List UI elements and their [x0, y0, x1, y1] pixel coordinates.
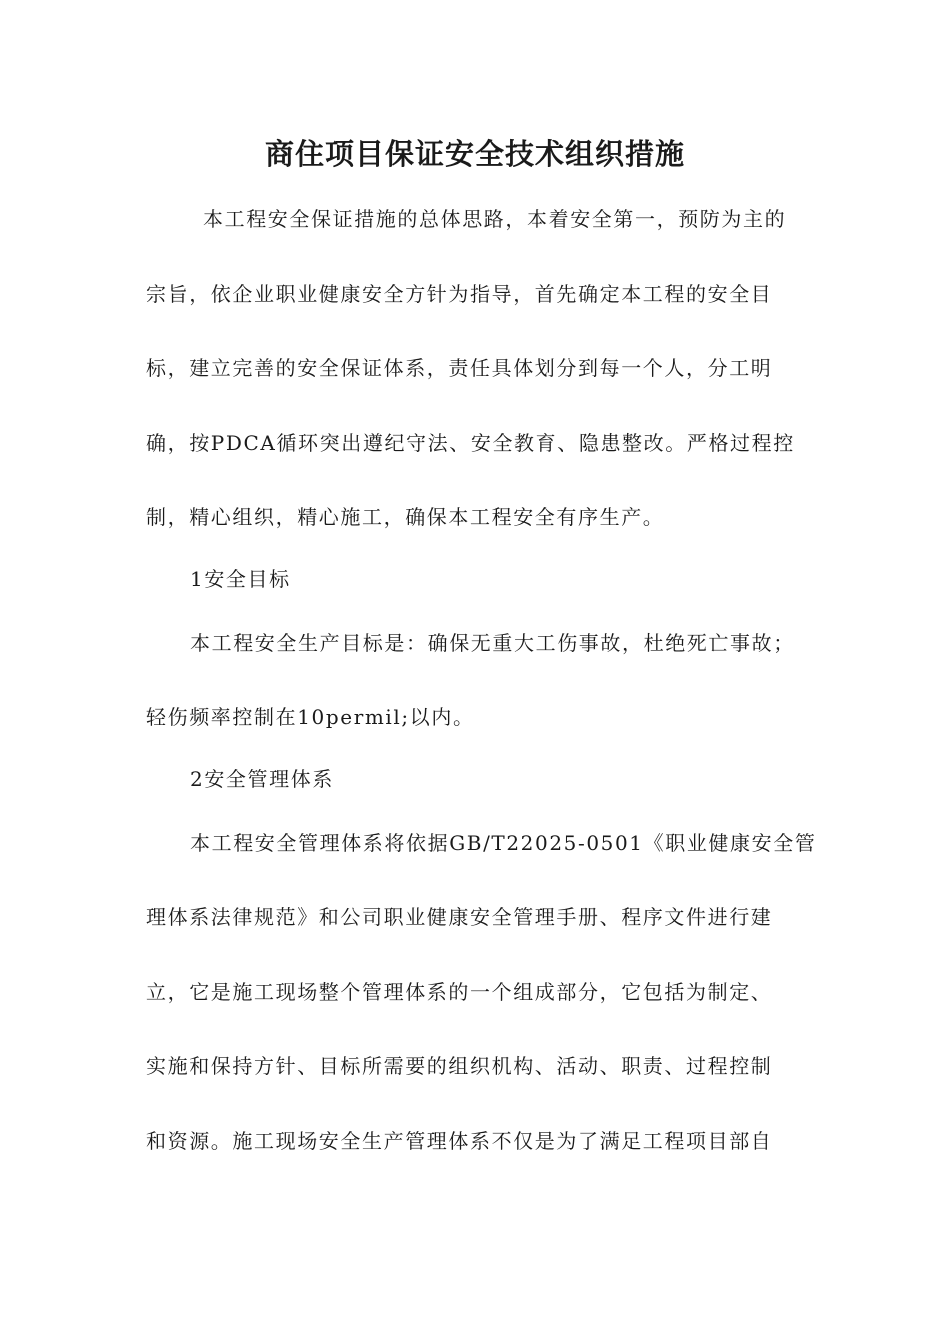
document-title: 商住项目保证安全技术组织措施 — [264, 137, 685, 171]
paragraph-line: 本工程安全生产目标是：确保无重大工伤事故，杜绝死亡事故； — [190, 631, 795, 655]
paragraph-line: 理体系法律规范》和公司职业健康安全管理手册、程序文件进行建 — [146, 905, 773, 929]
section-heading: 2安全管理体系 — [190, 767, 334, 791]
paragraph-line: 制，精心组织，精心施工，确保本工程安全有序生产。 — [146, 505, 665, 529]
paragraph-line: 本工程安全管理体系将依据GB/T22025-0501《职业健康安全管 — [190, 831, 817, 855]
section-heading: 1安全目标 — [190, 567, 291, 591]
paragraph-line: 本工程安全保证措施的总体思路，本着安全第一，预防为主的 — [203, 207, 787, 231]
paragraph-line: 实施和保持方针、目标所需要的组织机构、活动、职责、过程控制 — [146, 1054, 773, 1078]
paragraph-line: 立，它是施工现场整个管理体系的一个组成部分，它包括为制定、 — [146, 980, 773, 1004]
paragraph-line: 标，建立完善的安全保证体系，责任具体划分到每一个人，分工明 — [146, 356, 773, 380]
paragraph-line: 和资源。施工现场安全生产管理体系不仅是为了满足工程项目部自 — [146, 1129, 773, 1153]
paragraph-line: 宗旨，依企业职业健康安全方针为指导，首先确定本工程的安全目 — [146, 282, 773, 306]
paragraph-line: 确，按PDCA循环突出遵纪守法、安全教育、隐患整改。严格过程控 — [146, 431, 795, 455]
paragraph-line: 轻伤频率控制在10permil;以内。 — [146, 705, 475, 729]
